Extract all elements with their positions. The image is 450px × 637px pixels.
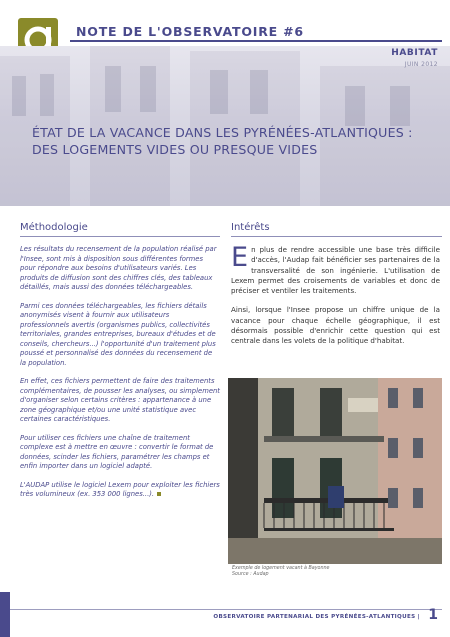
methodologie-paragraph: Parmi ces données téléchargeables, les fichiers détails anonymisés visent à fournir aux utilisateurs professionnels avertis (organismes publics, collectivités territoriales, grandes entreprises, bureaux d'études et de conseils, chercheurs...) l'opportunité d'un traitement plus poussé et personnalisé des données du recensement de la population. — [20, 301, 216, 367]
methodologie-paragraph: Les résultats du recensement de la population réalisé par l'Insee, sont mis à disposition sous différentes formes pour répondre aux besoins d'utilisateurs variés. Les produits de diffusion sont des chiffres clés, des tableaux détaillés, mais aussi des données téléchargeables. — [20, 245, 217, 291]
photo-caption — [232, 566, 330, 578]
methodologie-rule — [20, 236, 220, 237]
methodologie-paragraph: En effet, ces fichiers permettent de faire des traitements complémentaires, de pousser les analyses, ou simplement d'organiser selon certains critères : appartenance à une zone géographique et/ou une unité statistique avec certaines caractéristiques. — [20, 377, 220, 423]
hero-image — [0, 46, 450, 206]
photo-caption-title: Exemple de logement vacant à Bayonne — [232, 566, 330, 571]
footer-rule — [10, 609, 442, 610]
category-label: HABITAT — [391, 48, 438, 58]
footer-accent-bar — [0, 592, 10, 637]
building-illustration — [228, 378, 442, 564]
end-square-icon — [157, 492, 161, 496]
interets-paragraph-text: n plus de rendre accessible une base très difficile d'accès, l'Audap fait bénéficier ses partenaires de la transversalité de son ingénierie. L'utilisation de Lexem permet des croisements de variables et donc de préciser et ventiler les traitements. — [231, 245, 440, 296]
building-photo — [228, 378, 442, 564]
interets-body — [231, 242, 440, 356]
footer-text: OBSERVATOIRE PARTENARIAL DES PYRÉNÉES-ATLANTIQUES | — [213, 614, 420, 620]
interets-paragraph — [231, 242, 440, 296]
page-number: 1 — [428, 607, 438, 623]
methodologie-paragraph: Pour utiliser ces fichiers une chaîne de traitement complexe est à mettre en œuvre : convertir le format de données, scinder les fichiers, paramétrer les champs et enfin importer dans un logiciel adapté. — [20, 433, 214, 470]
methodologie-paragraph-text: L'AUDAP utilise le logiciel Lexem pour exploiter les fichiers très volumineux (ex. 353 000 lignes...). — [20, 480, 220, 498]
methodologie-paragraph-last — [20, 481, 220, 500]
publication-date: JUIN 2012 — [404, 61, 438, 68]
methodologie-heading: Méthodologie — [20, 222, 88, 233]
header-rule — [70, 40, 442, 42]
main-title: ÉTAT DE LA VACANCE DANS LES PYRÉNÉES-ATLANTIQUES : DES LOGEMENTS VIDES OU PRESQUE VIDES — [32, 125, 413, 157]
photo-caption-source: Source : Audap — [232, 572, 269, 577]
methodologie-body — [20, 245, 220, 509]
interets-heading: Intérêts — [231, 222, 270, 233]
drop-cap: E — [231, 242, 249, 273]
interets-paragraph: Ainsi, lorsque l'Insee propose un chiffre unique de la vacance pour chaque échelle géographique, il est désormais possible d'enrichir cette question qui est centrale dans les volets de la politique d'habitat. — [231, 305, 440, 346]
interets-rule — [231, 236, 442, 237]
note-title: NOTE DE L'OBSERVATOIRE #6 — [76, 24, 304, 39]
